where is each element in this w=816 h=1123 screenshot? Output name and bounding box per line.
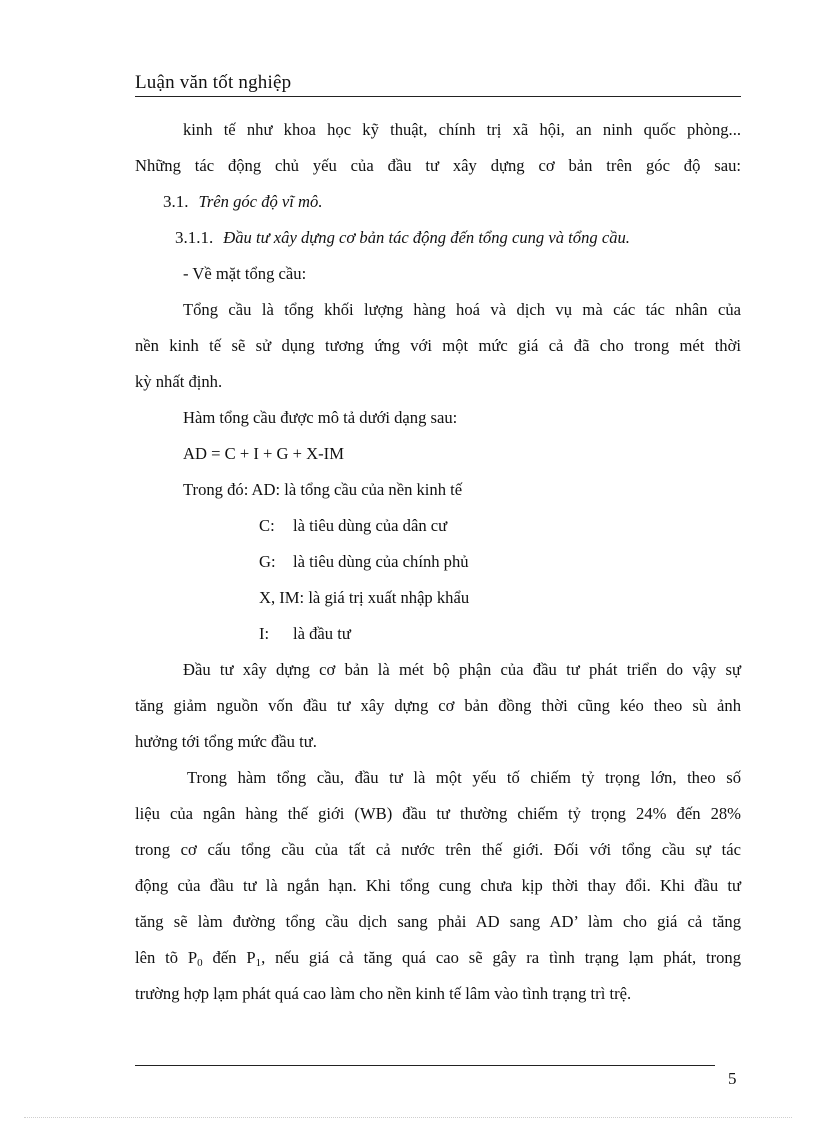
text-line: hưởng tới tổng mức đầu tư. <box>135 732 317 751</box>
definition-symbol: C: <box>259 516 275 535</box>
text-line <box>135 946 741 982</box>
definition-line: X, IM: là giá trị xuất nhập khẩu <box>259 588 470 607</box>
section-title: Trên góc độ vĩ mô. <box>198 192 323 211</box>
text-line: trong cơ cấu tổng cầu của tất cả nước trên thế giới. Đối với tổng cầu sự tác <box>135 840 741 859</box>
definition-line <box>135 514 741 550</box>
header-divider <box>135 96 741 97</box>
text-line: Hàm tổng cầu được mô tả dưới dạng sau: <box>183 408 458 427</box>
page-body <box>135 118 741 1018</box>
text-line: trường hợp lạm phát quá cao làm cho nền kinh tế lâm vào tình trạng trì trệ. <box>135 984 632 1003</box>
text-fragment: , nếu giá cả tăng quá cao sẽ gây ra tình trạng lạm phát, trong <box>261 948 742 967</box>
subscript: 1 <box>255 957 262 969</box>
definition-text: là tiêu dùng của chính phủ <box>293 552 469 571</box>
section-title: Đầu tư xây dựng cơ bản tác động đến tổng cung và tổng cầu. <box>223 228 630 247</box>
definition-text: là tiêu dùng của dân cư <box>293 516 448 535</box>
definition-text: là đầu tư <box>293 624 351 643</box>
formula: AD = C + I + G + X-IM <box>183 444 344 463</box>
text-fragment: lên tõ P <box>135 948 198 967</box>
definition-line <box>135 622 741 658</box>
text-line: nền kinh tế sẽ sử dụng tương ứng với một mức giá cả đã cho trong mét thời <box>135 336 741 355</box>
text-line: - Về mặt tổng cầu: <box>183 264 307 283</box>
section-heading-3-1-1 <box>135 226 741 262</box>
subscript: 0 <box>197 957 203 969</box>
text-line: Đầu tư xây dựng cơ bản là mét bộ phận của đầu tư phát triển do vậy sự <box>183 660 741 679</box>
page-header-title: Luận văn tốt nghiệp <box>135 72 292 93</box>
section-number: 3.1. <box>163 192 189 211</box>
definition-line <box>135 550 741 586</box>
definition-symbol: G: <box>259 552 276 571</box>
section-number: 3.1.1. <box>175 228 214 247</box>
footer-divider <box>135 1065 715 1066</box>
text-line: liệu của ngân hàng thế giới (WB) đầu tư thường chiếm tỷ trọng 24% đến 28% <box>135 804 741 823</box>
text-line: kỳ nhất định. <box>135 372 223 391</box>
text-line: Những tác động chủ yếu của đầu tư xây dựng cơ bản trên góc độ sau: <box>135 156 741 175</box>
text-fragment: đến P <box>202 948 256 967</box>
page-edge-divider <box>24 1117 792 1118</box>
text-line: tăng sẽ làm đường tổng cầu dịch sang phải AD sang AD’ làm cho giá cả tăng <box>135 912 741 931</box>
definition-line: Trong đó: AD: là tổng cầu của nền kinh tế <box>183 480 463 499</box>
section-heading-3-1 <box>135 190 741 226</box>
text-line: động của đầu tư là ngắn hạn. Khi tổng cung chưa kịp thời thay đổi. Khi đầu tư <box>135 876 741 895</box>
text-line: Trong hàm tổng cầu, đầu tư là một yếu tố chiếm tỷ trọng lớn, theo số <box>187 768 741 787</box>
text-line: Tổng cầu là tổng khối lượng hàng hoá và dịch vụ mà các tác nhân của <box>183 300 741 319</box>
definition-symbol: I: <box>259 624 270 643</box>
text-line: kinh tế như khoa học kỹ thuật, chính trị xã hội, an ninh quốc phòng... <box>183 120 741 139</box>
page-number: 5 <box>728 1069 737 1088</box>
text-line: tăng giảm nguồn vốn đầu tư xây dựng cơ bản đồng thời cũng kéo theo sù ảnh <box>135 696 741 715</box>
